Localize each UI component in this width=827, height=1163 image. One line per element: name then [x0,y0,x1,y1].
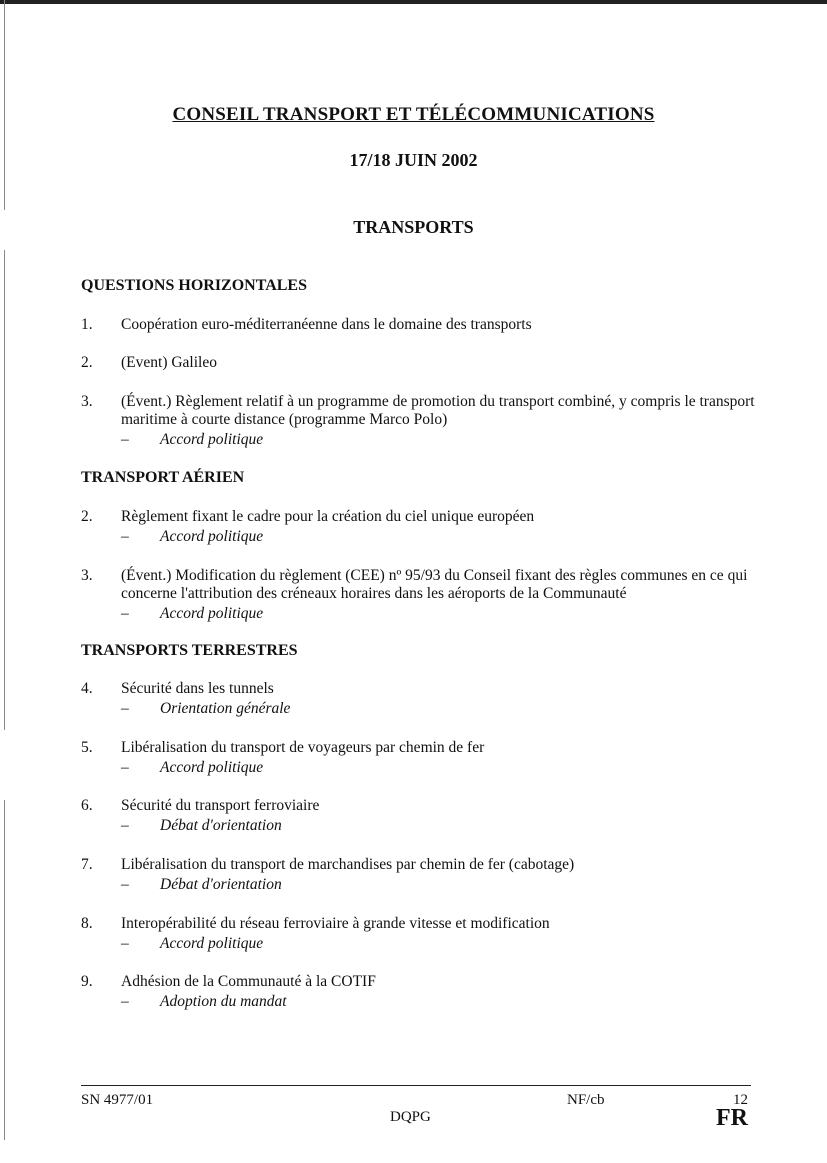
note-dash: – [121,605,129,622]
document-title: CONSEIL TRANSPORT ET TÉLÉCOMMUNICATIONS [172,104,655,125]
author-initials: NF/cb [567,1092,605,1108]
item-number: 8. [81,915,93,932]
item-number: 5. [81,739,93,756]
item-text: (Évent.) Modification du règlement (CEE) nº 95/93 du Conseil fixant des règles communes en ce qui concerne l'attribution des créneaux horaires dans les aéroports de la Communauté [121,567,748,602]
list-item [81,915,771,953]
footer-rule [81,1085,751,1086]
note-text: Débat d'orientation [160,817,282,834]
item-number: 1. [81,316,93,333]
list-item [81,739,771,777]
item-note [121,431,771,449]
note-text: Orientation générale [160,700,291,717]
section-title: TRANSPORTS [353,217,474,237]
list-item [81,797,771,835]
document-date: 17/18 JUIN 2002 [349,150,478,170]
item-number: 4. [81,680,93,697]
item-note [121,817,771,835]
item-number: 7. [81,856,93,873]
note-text: Accord politique [160,759,264,776]
document-reference: SN 4977/01 [81,1092,154,1108]
item-text: Libéralisation du transport de marchandises par chemin de fer (cabotage) [121,856,575,873]
note-dash: – [121,817,129,834]
section-heading: TRANSPORT AÉRIEN [81,469,245,486]
note-dash: – [121,876,129,893]
note-dash: – [121,759,129,776]
item-note [121,993,771,1011]
list-item [81,316,771,334]
item-note [121,700,771,718]
note-dash: – [121,528,129,545]
note-dash: – [121,993,129,1010]
list-item [81,393,771,449]
top-border [0,0,827,4]
item-text: Règlement fixant le cadre pour la création du ciel unique européen [121,508,535,525]
item-number: 3. [81,393,93,410]
note-dash: – [121,935,129,952]
item-number: 6. [81,797,93,814]
language-code: FR [716,1105,748,1131]
list-item [81,680,771,718]
list-item [81,856,771,894]
note-text: Accord politique [160,431,264,448]
note-text: Accord politique [160,528,264,545]
item-text: Adhésion de la Communauté à la COTIF [121,973,376,990]
item-note [121,935,771,953]
note-dash: – [121,431,129,448]
page-number: 12 [733,1092,748,1108]
note-dash: – [121,700,129,717]
item-note [121,759,771,777]
item-number: 3. [81,567,93,584]
note-text: Débat d'orientation [160,876,282,893]
note-text: Adoption du mandat [160,993,287,1010]
item-number: 2. [81,354,93,371]
item-number: 9. [81,973,93,990]
item-text: (Évent.) Règlement relatif à un programme de promotion du transport combiné, y compris le transport maritime à courte distance (programme Marco Polo) [121,393,755,428]
section-heading: QUESTIONS HORIZONTALES [81,277,307,294]
item-note [121,605,771,623]
list-item [81,973,771,1011]
list-item [81,567,771,623]
item-note [121,876,771,894]
left-margin-line [4,800,5,1140]
note-text: Accord politique [160,605,264,622]
item-text: Coopération euro-méditerranéenne dans le domaine des transports [121,316,532,333]
item-note [121,528,771,546]
list-item [81,508,771,546]
note-text: Accord politique [160,935,264,952]
item-text: (Event) Galileo [121,354,217,371]
department-code: DQPG [390,1109,431,1125]
item-text: Sécurité du transport ferroviaire [121,797,320,814]
item-text: Libéralisation du transport de voyageurs par chemin de fer [121,739,485,756]
section-heading: TRANSPORTS TERRESTRES [81,642,298,659]
item-number: 2. [81,508,93,525]
item-text: Interopérabilité du réseau ferroviaire à grande vitesse et modification [121,915,550,932]
item-text: Sécurité dans les tunnels [121,680,274,697]
list-item [81,354,771,372]
left-margin-line [4,250,5,730]
